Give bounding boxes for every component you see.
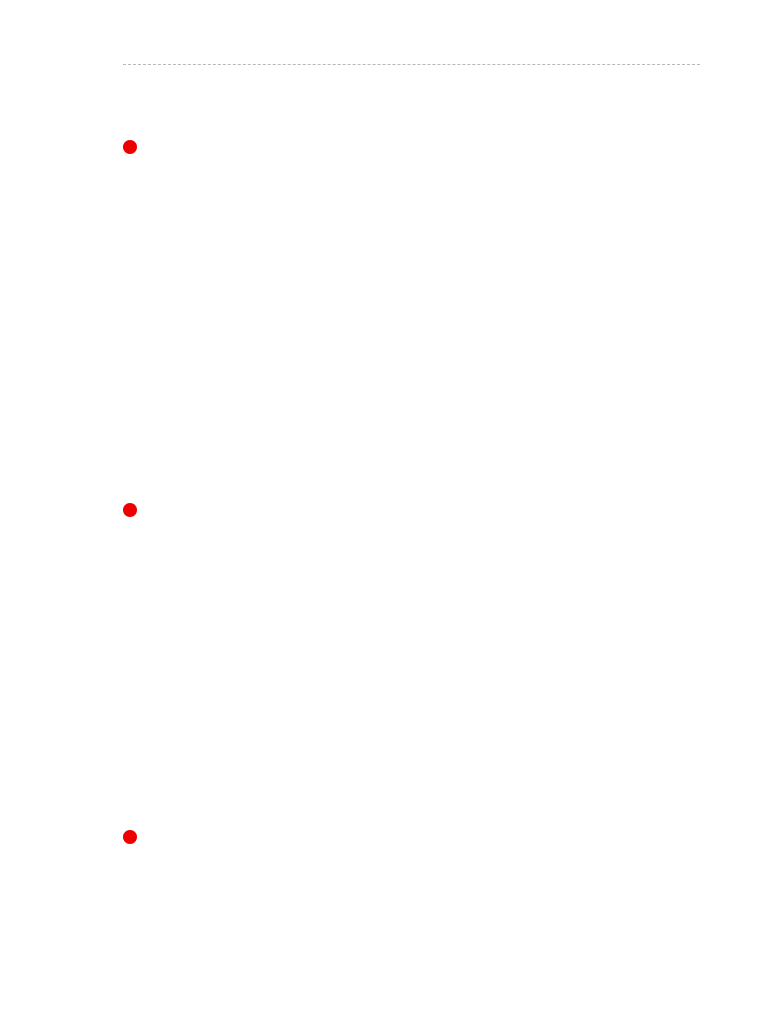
section-number-badge: [123, 503, 137, 517]
section-number-badge: [123, 140, 137, 154]
section-phonetics: [123, 140, 141, 159]
section-number-badge: [123, 830, 137, 844]
section-word-formation: [123, 503, 141, 522]
header-divider: [123, 64, 700, 65]
section-further-practice: [123, 830, 141, 849]
